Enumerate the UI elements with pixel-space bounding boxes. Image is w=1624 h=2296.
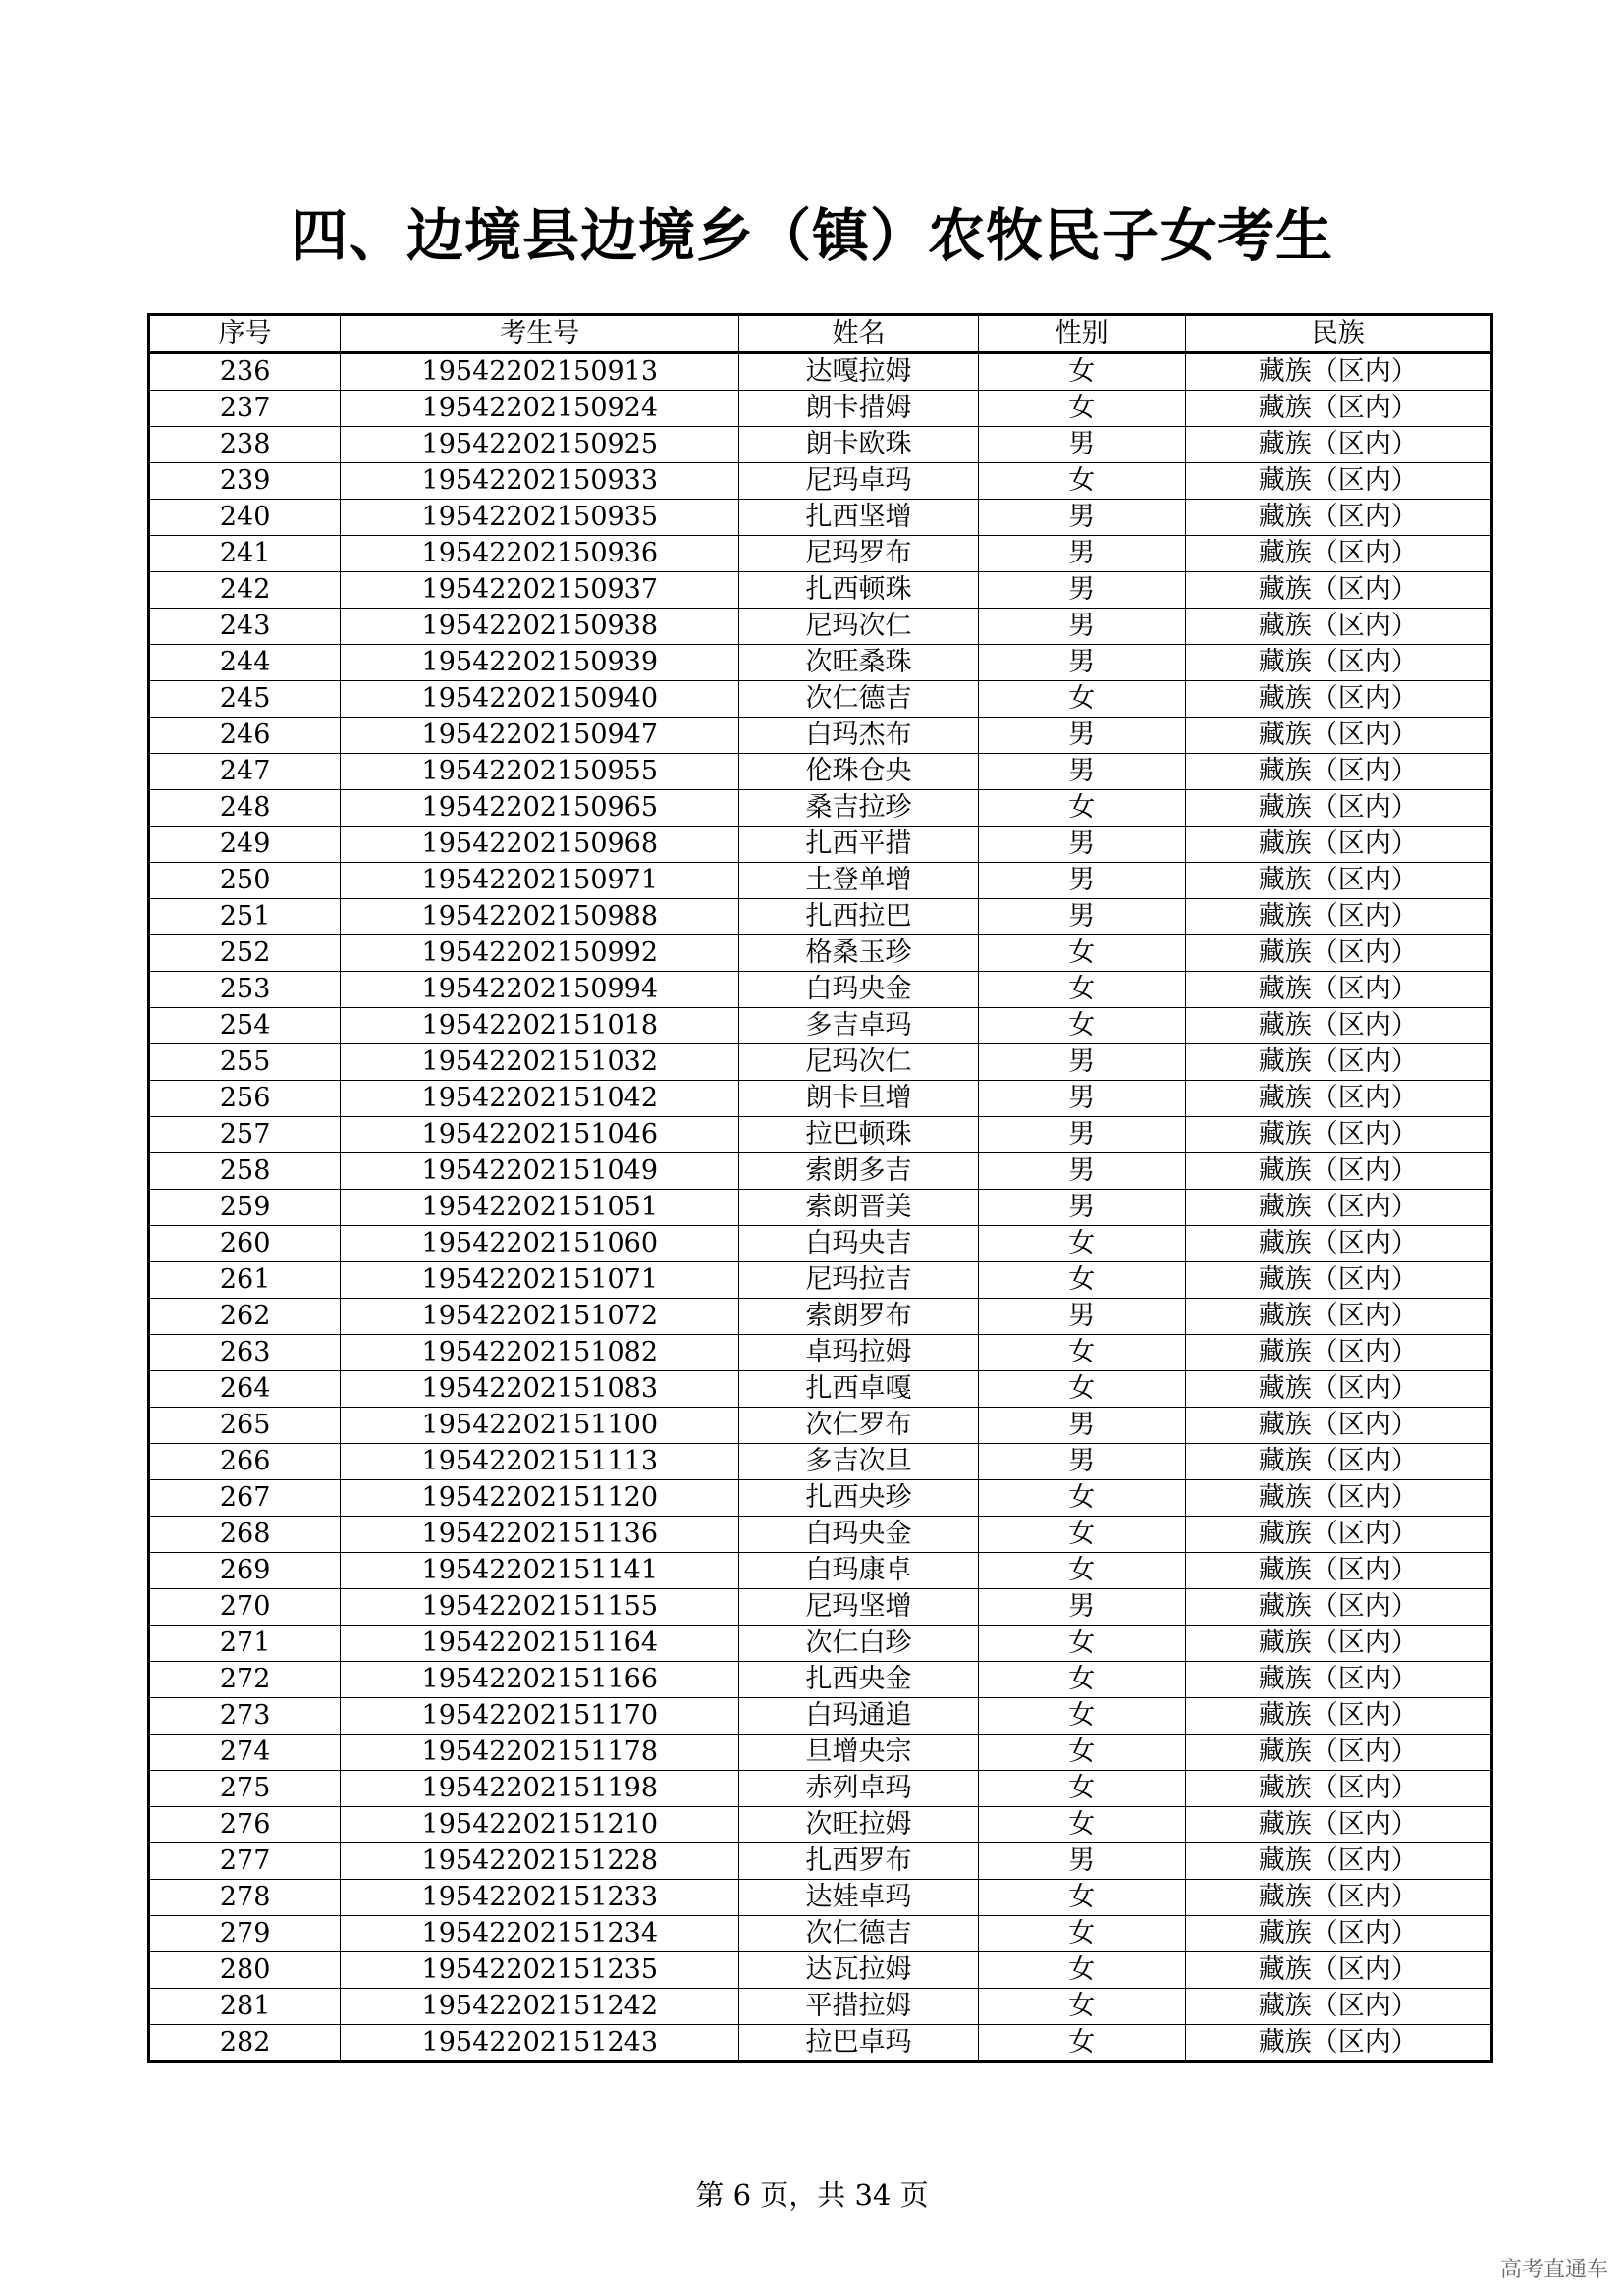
- cell-ethnicity: 藏族（区内）: [1185, 500, 1491, 536]
- table-row: [149, 754, 1492, 790]
- cell-serial-number: 272: [149, 1662, 341, 1698]
- table-row: [149, 681, 1492, 718]
- cell-ethnicity: 藏族（区内）: [1185, 609, 1491, 645]
- cell-ethnicity: 藏族（区内）: [1185, 1371, 1491, 1408]
- cell-serial-number: 236: [149, 353, 341, 391]
- cell-ethnicity: 藏族（区内）: [1185, 1044, 1491, 1081]
- table-row: [149, 1190, 1492, 1226]
- cell-candidate-number: 19542202151235: [341, 1952, 739, 1989]
- cell-name: 赤列卓玛: [739, 1771, 978, 1807]
- cell-gender: 男: [978, 609, 1185, 645]
- cell-candidate-number: 19542202150971: [341, 863, 739, 899]
- cell-serial-number: 268: [149, 1517, 341, 1553]
- cell-ethnicity: 藏族（区内）: [1185, 1698, 1491, 1735]
- cell-ethnicity: 藏族（区内）: [1185, 1626, 1491, 1662]
- cell-ethnicity: 藏族（区内）: [1185, 1843, 1491, 1880]
- cell-gender: 男: [978, 1299, 1185, 1335]
- table-row: [149, 935, 1492, 972]
- cell-ethnicity: 藏族（区内）: [1185, 899, 1491, 935]
- cell-candidate-number: 19542202150938: [341, 609, 739, 645]
- cell-ethnicity: 藏族（区内）: [1185, 1880, 1491, 1916]
- cell-gender: 女: [978, 790, 1185, 827]
- cell-candidate-number: 19542202151155: [341, 1589, 739, 1626]
- cell-candidate-number: 19542202150955: [341, 754, 739, 790]
- cell-serial-number: 243: [149, 609, 341, 645]
- page-title: 四、边境县边境乡（镇）农牧民子女考生: [290, 202, 1333, 269]
- table-row: [149, 1843, 1492, 1880]
- cell-ethnicity: 藏族（区内）: [1185, 935, 1491, 972]
- table-row: [149, 427, 1492, 463]
- cell-name: 白玛央金: [739, 1517, 978, 1553]
- cell-serial-number: 277: [149, 1843, 341, 1880]
- cell-name: 索朗多吉: [739, 1153, 978, 1190]
- cell-gender: 女: [978, 1335, 1185, 1371]
- cell-ethnicity: 藏族（区内）: [1185, 1153, 1491, 1190]
- cell-gender: 男: [978, 572, 1185, 609]
- cell-candidate-number: 19542202150925: [341, 427, 739, 463]
- cell-gender: 男: [978, 1044, 1185, 1081]
- cell-name: 尼玛拉吉: [739, 1262, 978, 1299]
- cell-name: 伦珠仓央: [739, 754, 978, 790]
- table-row: [149, 353, 1492, 391]
- cell-ethnicity: 藏族（区内）: [1185, 1081, 1491, 1117]
- table-row: [149, 827, 1492, 863]
- cell-candidate-number: 19542202151072: [341, 1299, 739, 1335]
- cell-gender: 女: [978, 1553, 1185, 1589]
- cell-serial-number: 273: [149, 1698, 341, 1735]
- cell-ethnicity: 藏族（区内）: [1185, 827, 1491, 863]
- cell-name: 白玛康卓: [739, 1553, 978, 1589]
- cell-serial-number: 275: [149, 1771, 341, 1807]
- cell-serial-number: 258: [149, 1153, 341, 1190]
- cell-serial-number: 281: [149, 1989, 341, 2025]
- cell-ethnicity: 藏族（区内）: [1185, 718, 1491, 754]
- cell-name: 白玛杰布: [739, 718, 978, 754]
- cell-ethnicity: 藏族（区内）: [1185, 1553, 1491, 1589]
- cell-ethnicity: 藏族（区内）: [1185, 1190, 1491, 1226]
- cell-serial-number: 262: [149, 1299, 341, 1335]
- cell-ethnicity: 藏族（区内）: [1185, 1480, 1491, 1517]
- cell-name: 朗卡旦增: [739, 1081, 978, 1117]
- cell-name: 扎西坚增: [739, 500, 978, 536]
- table-row: [149, 1335, 1492, 1371]
- cell-ethnicity: 藏族（区内）: [1185, 1299, 1491, 1335]
- cell-name: 格桑玉珍: [739, 935, 978, 972]
- cell-serial-number: 240: [149, 500, 341, 536]
- cell-gender: 女: [978, 1807, 1185, 1843]
- header-name: 姓名: [739, 315, 978, 353]
- cell-gender: 男: [978, 1190, 1185, 1226]
- cell-name: 卓玛拉姆: [739, 1335, 978, 1371]
- cell-name: 扎西央珍: [739, 1480, 978, 1517]
- table-row: [149, 1589, 1492, 1626]
- cell-name: 扎西顿珠: [739, 572, 978, 609]
- cell-gender: 女: [978, 1517, 1185, 1553]
- cell-candidate-number: 19542202151083: [341, 1371, 739, 1408]
- cell-ethnicity: 藏族（区内）: [1185, 1444, 1491, 1480]
- cell-serial-number: 280: [149, 1952, 341, 1989]
- cell-ethnicity: 藏族（区内）: [1185, 1408, 1491, 1444]
- cell-name: 扎西罗布: [739, 1843, 978, 1880]
- table-row: [149, 572, 1492, 609]
- cell-name: 次仁白珍: [739, 1626, 978, 1662]
- cell-gender: 女: [978, 972, 1185, 1008]
- page-number: 第 6 页，共 34 页: [695, 2178, 929, 2212]
- cell-candidate-number: 19542202151233: [341, 1880, 739, 1916]
- cell-name: 扎西拉巴: [739, 899, 978, 935]
- cell-serial-number: 251: [149, 899, 341, 935]
- cell-ethnicity: 藏族（区内）: [1185, 1008, 1491, 1044]
- cell-candidate-number: 19542202151243: [341, 2025, 739, 2062]
- cell-serial-number: 267: [149, 1480, 341, 1517]
- table-row: [149, 2025, 1492, 2062]
- cell-ethnicity: 藏族（区内）: [1185, 1335, 1491, 1371]
- cell-gender: 女: [978, 1226, 1185, 1262]
- table-row: [149, 1408, 1492, 1444]
- table-row: [149, 1553, 1492, 1589]
- cell-name: 次旺桑珠: [739, 645, 978, 681]
- table-row: [149, 645, 1492, 681]
- table-row: [149, 1626, 1492, 1662]
- cell-serial-number: 279: [149, 1916, 341, 1952]
- cell-name: 达娃卓玛: [739, 1880, 978, 1916]
- cell-gender: 男: [978, 500, 1185, 536]
- cell-name: 尼玛坚增: [739, 1589, 978, 1626]
- cell-gender: 男: [978, 645, 1185, 681]
- cell-candidate-number: 19542202150924: [341, 391, 739, 427]
- cell-gender: 男: [978, 1408, 1185, 1444]
- cell-candidate-number: 19542202151164: [341, 1626, 739, 1662]
- cell-gender: 女: [978, 935, 1185, 972]
- table-row: [149, 1262, 1492, 1299]
- cell-serial-number: 257: [149, 1117, 341, 1153]
- cell-name: 平措拉姆: [739, 1989, 978, 2025]
- table-row: [149, 1698, 1492, 1735]
- cell-gender: 女: [978, 1662, 1185, 1698]
- header-serial-number: 序号: [149, 315, 341, 353]
- cell-serial-number: 278: [149, 1880, 341, 1916]
- cell-candidate-number: 19542202151228: [341, 1843, 739, 1880]
- cell-ethnicity: 藏族（区内）: [1185, 536, 1491, 572]
- cell-candidate-number: 19542202151060: [341, 1226, 739, 1262]
- cell-name: 拉巴顿珠: [739, 1117, 978, 1153]
- cell-ethnicity: 藏族（区内）: [1185, 2025, 1491, 2062]
- cell-ethnicity: 藏族（区内）: [1185, 681, 1491, 718]
- cell-gender: 女: [978, 1771, 1185, 1807]
- cell-candidate-number: 19542202150913: [341, 353, 739, 391]
- cell-serial-number: 274: [149, 1735, 341, 1771]
- table-row: [149, 899, 1492, 935]
- table-row: [149, 1008, 1492, 1044]
- cell-gender: 女: [978, 1008, 1185, 1044]
- table-row: [149, 1480, 1492, 1517]
- cell-serial-number: 244: [149, 645, 341, 681]
- cell-ethnicity: 藏族（区内）: [1185, 1916, 1491, 1952]
- table-row: [149, 1662, 1492, 1698]
- cell-candidate-number: 19542202151136: [341, 1517, 739, 1553]
- cell-candidate-number: 19542202151071: [341, 1262, 739, 1299]
- cell-gender: 女: [978, 1735, 1185, 1771]
- cell-serial-number: 245: [149, 681, 341, 718]
- table-row: [149, 1735, 1492, 1771]
- table-row: [149, 536, 1492, 572]
- cell-ethnicity: 藏族（区内）: [1185, 1589, 1491, 1626]
- cell-ethnicity: 藏族（区内）: [1185, 1117, 1491, 1153]
- table-row: [149, 1952, 1492, 1989]
- cell-gender: 女: [978, 1952, 1185, 1989]
- cell-serial-number: 256: [149, 1081, 341, 1117]
- header-ethnicity: 民族: [1185, 315, 1491, 353]
- table-row: [149, 1117, 1492, 1153]
- cell-gender: 女: [978, 463, 1185, 500]
- table-row: [149, 1771, 1492, 1807]
- table-row: [149, 609, 1492, 645]
- cell-ethnicity: 藏族（区内）: [1185, 863, 1491, 899]
- cell-serial-number: 254: [149, 1008, 341, 1044]
- cell-serial-number: 261: [149, 1262, 341, 1299]
- cell-name: 朗卡欧珠: [739, 427, 978, 463]
- cell-gender: 女: [978, 391, 1185, 427]
- cell-serial-number: 249: [149, 827, 341, 863]
- cell-serial-number: 270: [149, 1589, 341, 1626]
- cell-name: 桑吉拉珍: [739, 790, 978, 827]
- cell-serial-number: 282: [149, 2025, 341, 2062]
- cell-gender: 男: [978, 863, 1185, 899]
- cell-candidate-number: 19542202151113: [341, 1444, 739, 1480]
- cell-gender: 男: [978, 1843, 1185, 1880]
- cell-name: 达嘎拉姆: [739, 353, 978, 391]
- table-row: [149, 1989, 1492, 2025]
- cell-name: 次仁罗布: [739, 1408, 978, 1444]
- cell-candidate-number: 19542202151178: [341, 1735, 739, 1771]
- cell-serial-number: 242: [149, 572, 341, 609]
- cell-serial-number: 250: [149, 863, 341, 899]
- cell-ethnicity: 藏族（区内）: [1185, 427, 1491, 463]
- cell-serial-number: 241: [149, 536, 341, 572]
- cell-name: 达瓦拉姆: [739, 1952, 978, 1989]
- cell-serial-number: 276: [149, 1807, 341, 1843]
- cell-candidate-number: 19542202150940: [341, 681, 739, 718]
- cell-gender: 女: [978, 2025, 1185, 2062]
- cell-gender: 女: [978, 1880, 1185, 1916]
- table-body: [149, 353, 1492, 2062]
- cell-serial-number: 260: [149, 1226, 341, 1262]
- cell-gender: 女: [978, 1916, 1185, 1952]
- cell-candidate-number: 19542202151082: [341, 1335, 739, 1371]
- cell-name: 拉巴卓玛: [739, 2025, 978, 2062]
- cell-name: 土登单增: [739, 863, 978, 899]
- cell-candidate-number: 19542202151210: [341, 1807, 739, 1843]
- cell-candidate-number: 19542202150968: [341, 827, 739, 863]
- cell-serial-number: 252: [149, 935, 341, 972]
- cell-gender: 男: [978, 427, 1185, 463]
- cell-candidate-number: 19542202151234: [341, 1916, 739, 1952]
- cell-ethnicity: 藏族（区内）: [1185, 1262, 1491, 1299]
- cell-candidate-number: 19542202151141: [341, 1553, 739, 1589]
- cell-candidate-number: 19542202151120: [341, 1480, 739, 1517]
- cell-ethnicity: 藏族（区内）: [1185, 1226, 1491, 1262]
- cell-gender: 女: [978, 1626, 1185, 1662]
- cell-candidate-number: 19542202150947: [341, 718, 739, 754]
- cell-ethnicity: 藏族（区内）: [1185, 1952, 1491, 1989]
- cell-name: 白玛央吉: [739, 1226, 978, 1262]
- cell-name: 旦增央宗: [739, 1735, 978, 1771]
- cell-serial-number: 248: [149, 790, 341, 827]
- cell-candidate-number: 19542202150965: [341, 790, 739, 827]
- cell-candidate-number: 19542202150937: [341, 572, 739, 609]
- cell-gender: 男: [978, 827, 1185, 863]
- cell-candidate-number: 19542202150935: [341, 500, 739, 536]
- cell-gender: 男: [978, 536, 1185, 572]
- cell-candidate-number: 19542202151100: [341, 1408, 739, 1444]
- table-row: [149, 391, 1492, 427]
- cell-gender: 男: [978, 1153, 1185, 1190]
- cell-candidate-number: 19542202151166: [341, 1662, 739, 1698]
- cell-name: 多吉卓玛: [739, 1008, 978, 1044]
- cell-candidate-number: 19542202151242: [341, 1989, 739, 2025]
- cell-name: 扎西央金: [739, 1662, 978, 1698]
- cell-ethnicity: 藏族（区内）: [1185, 790, 1491, 827]
- cell-gender: 男: [978, 1589, 1185, 1626]
- cell-name: 尼玛卓玛: [739, 463, 978, 500]
- cell-name: 次仁德吉: [739, 681, 978, 718]
- table-row: [149, 718, 1492, 754]
- cell-serial-number: 263: [149, 1335, 341, 1371]
- cell-ethnicity: 藏族（区内）: [1185, 391, 1491, 427]
- table-row: [149, 1444, 1492, 1480]
- cell-serial-number: 265: [149, 1408, 341, 1444]
- cell-candidate-number: 19542202150992: [341, 935, 739, 972]
- cell-serial-number: 253: [149, 972, 341, 1008]
- table-row: [149, 972, 1492, 1008]
- cell-ethnicity: 藏族（区内）: [1185, 1517, 1491, 1553]
- table-row: [149, 1153, 1492, 1190]
- table-header-row: [149, 315, 1492, 353]
- candidate-table: [147, 313, 1493, 2063]
- cell-candidate-number: 19542202151042: [341, 1081, 739, 1117]
- cell-serial-number: 246: [149, 718, 341, 754]
- cell-gender: 男: [978, 1444, 1185, 1480]
- cell-gender: 女: [978, 1698, 1185, 1735]
- cell-name: 白玛通追: [739, 1698, 978, 1735]
- cell-name: 扎西平措: [739, 827, 978, 863]
- cell-gender: 男: [978, 754, 1185, 790]
- cell-serial-number: 259: [149, 1190, 341, 1226]
- cell-name: 朗卡措姆: [739, 391, 978, 427]
- table-row: [149, 863, 1492, 899]
- cell-candidate-number: 19542202150936: [341, 536, 739, 572]
- cell-name: 索朗晋美: [739, 1190, 978, 1226]
- cell-name: 次旺拉姆: [739, 1807, 978, 1843]
- table-row: [149, 790, 1492, 827]
- cell-name: 索朗罗布: [739, 1299, 978, 1335]
- cell-ethnicity: 藏族（区内）: [1185, 972, 1491, 1008]
- cell-ethnicity: 藏族（区内）: [1185, 572, 1491, 609]
- cell-ethnicity: 藏族（区内）: [1185, 1662, 1491, 1698]
- table-row: [149, 1807, 1492, 1843]
- table-row: [149, 1517, 1492, 1553]
- cell-gender: 女: [978, 353, 1185, 391]
- watermark: 高考直通车: [1499, 2258, 1608, 2282]
- cell-candidate-number: 19542202150988: [341, 899, 739, 935]
- table-row: [149, 1226, 1492, 1262]
- cell-serial-number: 266: [149, 1444, 341, 1480]
- cell-ethnicity: 藏族（区内）: [1185, 353, 1491, 391]
- table-row: [149, 463, 1492, 500]
- cell-candidate-number: 19542202150939: [341, 645, 739, 681]
- cell-ethnicity: 藏族（区内）: [1185, 645, 1491, 681]
- table-row: [149, 500, 1492, 536]
- cell-serial-number: 237: [149, 391, 341, 427]
- cell-serial-number: 264: [149, 1371, 341, 1408]
- cell-name: 白玛央金: [739, 972, 978, 1008]
- table-row: [149, 1916, 1492, 1952]
- cell-name: 多吉次旦: [739, 1444, 978, 1480]
- cell-name: 尼玛罗布: [739, 536, 978, 572]
- cell-name: 尼玛次仁: [739, 1044, 978, 1081]
- cell-ethnicity: 藏族（区内）: [1185, 754, 1491, 790]
- table-row: [149, 1081, 1492, 1117]
- cell-gender: 女: [978, 1371, 1185, 1408]
- cell-serial-number: 269: [149, 1553, 341, 1589]
- cell-candidate-number: 19542202151046: [341, 1117, 739, 1153]
- cell-serial-number: 238: [149, 427, 341, 463]
- table-row: [149, 1371, 1492, 1408]
- cell-candidate-number: 19542202150933: [341, 463, 739, 500]
- cell-candidate-number: 19542202151032: [341, 1044, 739, 1081]
- cell-ethnicity: 藏族（区内）: [1185, 463, 1491, 500]
- cell-ethnicity: 藏族（区内）: [1185, 1807, 1491, 1843]
- cell-name: 次仁德吉: [739, 1916, 978, 1952]
- cell-name: 尼玛次仁: [739, 609, 978, 645]
- cell-serial-number: 255: [149, 1044, 341, 1081]
- cell-gender: 男: [978, 718, 1185, 754]
- cell-gender: 男: [978, 1117, 1185, 1153]
- header-candidate-number: 考生号: [341, 315, 739, 353]
- cell-gender: 女: [978, 1989, 1185, 2025]
- header-gender: 性别: [978, 315, 1185, 353]
- cell-candidate-number: 19542202151051: [341, 1190, 739, 1226]
- table-row: [149, 1880, 1492, 1916]
- cell-candidate-number: 19542202151049: [341, 1153, 739, 1190]
- cell-candidate-number: 19542202151170: [341, 1698, 739, 1735]
- cell-gender: 女: [978, 681, 1185, 718]
- cell-gender: 男: [978, 899, 1185, 935]
- cell-serial-number: 239: [149, 463, 341, 500]
- cell-candidate-number: 19542202151198: [341, 1771, 739, 1807]
- cell-serial-number: 247: [149, 754, 341, 790]
- cell-gender: 女: [978, 1262, 1185, 1299]
- cell-ethnicity: 藏族（区内）: [1185, 1771, 1491, 1807]
- cell-ethnicity: 藏族（区内）: [1185, 1735, 1491, 1771]
- cell-candidate-number: 19542202151018: [341, 1008, 739, 1044]
- cell-gender: 男: [978, 1081, 1185, 1117]
- cell-name: 扎西卓嘎: [739, 1371, 978, 1408]
- cell-gender: 女: [978, 1480, 1185, 1517]
- cell-candidate-number: 19542202150994: [341, 972, 739, 1008]
- table-row: [149, 1044, 1492, 1081]
- cell-serial-number: 271: [149, 1626, 341, 1662]
- cell-ethnicity: 藏族（区内）: [1185, 1989, 1491, 2025]
- table-row: [149, 1299, 1492, 1335]
